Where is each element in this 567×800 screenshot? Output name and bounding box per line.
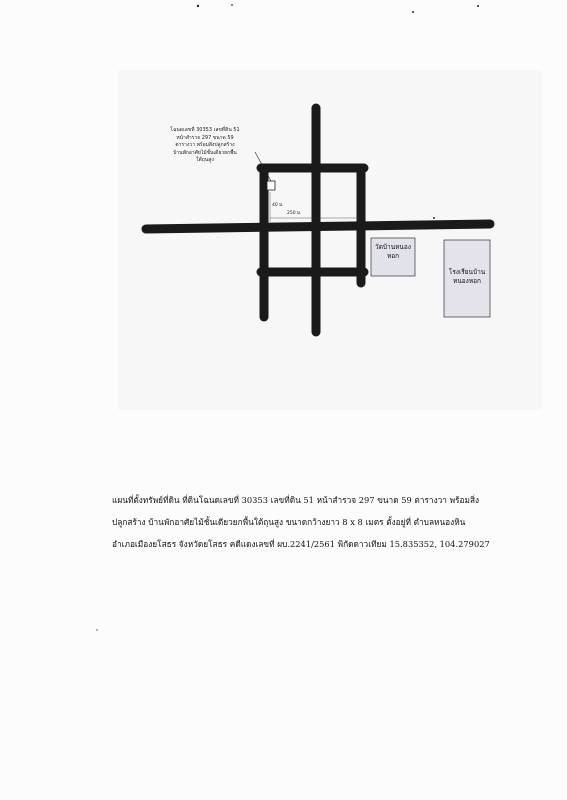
plot-label-line: ตารางวา พร้อมสิ่งปลูกสร้าง bbox=[175, 142, 235, 148]
scan-speck bbox=[96, 629, 98, 631]
description-line: แผนที่ตั้งทรัพย์ที่ดิน ที่ดินโฉนดเลขที่ 30353 เลขที่ดิน 51 หน้าสำรวจ 297 ขนาด 59 ตารางวา พร้อมสิ่ง bbox=[112, 495, 480, 505]
school-label-line: โรงเรียนบ้าน bbox=[448, 268, 486, 276]
school-label-line: หนองหอก bbox=[453, 277, 481, 285]
temple-label-line: วัดบ้านหนอง bbox=[375, 243, 411, 251]
description-line: อำเภอเมืองยโสธร จังหวัดยโสธร คดีแดงเลขที่ ผบ.2241/2561 พิกัดดาวเทียม 15.835352, 104.279027 bbox=[112, 539, 490, 549]
plot-label-line: หน้าสำรวจ 297 ขนาด 59 bbox=[176, 134, 234, 141]
temple-label-line: หอก bbox=[386, 252, 400, 260]
scan-speck bbox=[197, 5, 199, 7]
plot-marker bbox=[267, 181, 275, 190]
plot-label bbox=[146, 127, 264, 165]
plot-label-line: โฉนดเลขที่ 30353 เลขที่ดิน 51 bbox=[170, 127, 240, 133]
map-speck bbox=[433, 217, 435, 219]
temple-label bbox=[371, 243, 415, 261]
plot-label-line: ใต้ถุนสูง bbox=[196, 157, 214, 163]
description-line: ปลูกสร้าง บ้านพักอาศัยไม้ชั้นเดียวยกพื้นใต้ถุนสูง ขนาดกว้างยาว 8 x 8 เมตร ตั้งอยู่ที่ ตำบลหนองหิน bbox=[112, 517, 466, 527]
dimension-40m: 40 ม. bbox=[272, 203, 284, 208]
scan-speck bbox=[231, 4, 233, 6]
scan-speck bbox=[477, 5, 479, 7]
dimension-250m: 250 ม. bbox=[287, 211, 302, 216]
property-description bbox=[112, 489, 532, 555]
school-label bbox=[444, 268, 490, 286]
plot-label-line: บ้านพักอาศัยไม้ชั้นเดียวยกพื้น bbox=[173, 149, 237, 156]
scan-speck bbox=[412, 11, 414, 13]
